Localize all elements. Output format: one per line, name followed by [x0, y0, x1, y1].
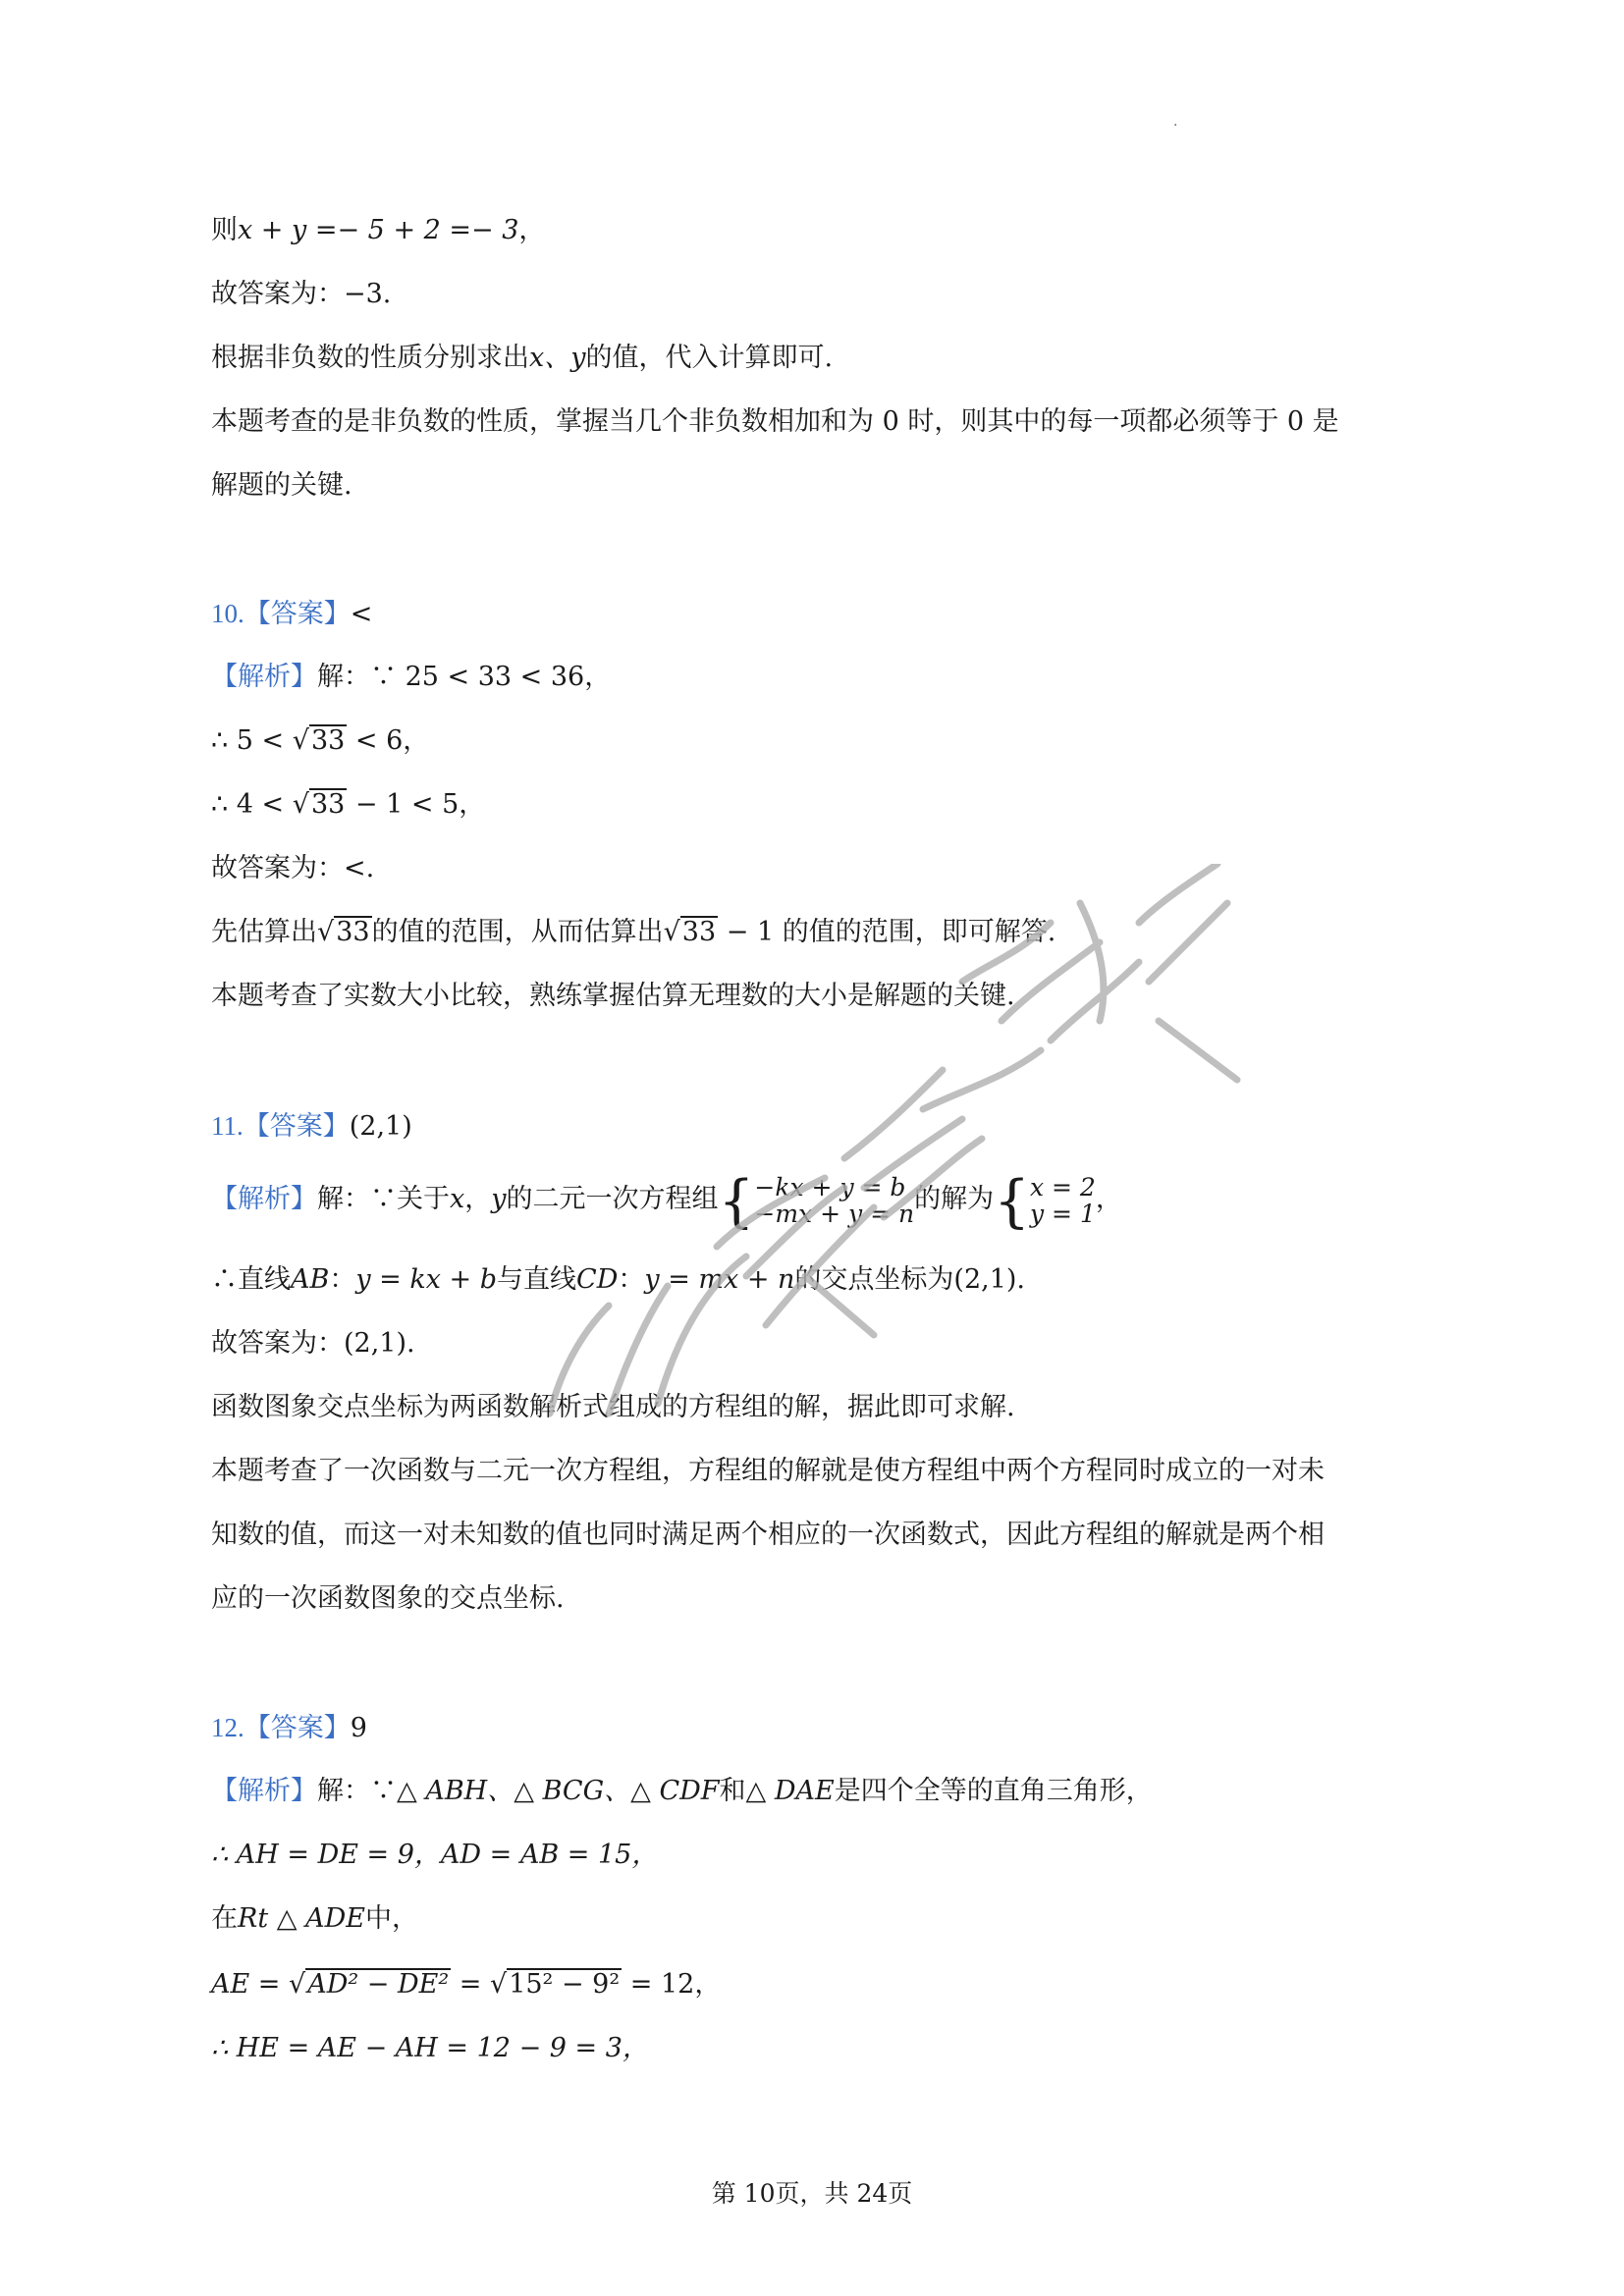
math: x + y =− 5 + 2 =− 3	[238, 215, 519, 245]
q9-line3	[211, 342, 833, 375]
text: 的解为	[914, 1184, 995, 1214]
question-number: 10.	[211, 599, 244, 628]
equation-row: y = 1	[1029, 1200, 1096, 1228]
math: AB	[291, 1264, 330, 1295]
text: 解：∵	[317, 1776, 397, 1806]
math: △ ABH、△ BCG、△ CDF	[397, 1776, 720, 1806]
answer-tag: 【答案】	[244, 1713, 351, 1743]
text: − 1 < 5，	[347, 789, 486, 820]
corner-mark: ·	[1173, 118, 1178, 133]
radicand: 15² − 9²	[509, 1969, 621, 2000]
text: ∴直线	[211, 1264, 291, 1295]
math: y	[491, 1184, 507, 1214]
answer-value: <	[350, 599, 373, 629]
q9-line2: 故答案为：−3.	[211, 279, 392, 309]
q10-line3	[211, 788, 485, 822]
q12-analysis-line1	[211, 1775, 1153, 1808]
question-number: 11.	[211, 1111, 244, 1141]
text: 是四个全等的直角三角形，	[834, 1776, 1153, 1806]
q9-line1	[211, 214, 545, 247]
math: x、y	[529, 343, 586, 373]
text: 的二元一次方程组	[506, 1184, 719, 1214]
text: ，	[518, 215, 546, 245]
text: ，	[464, 1184, 492, 1214]
q10-analysis-line1	[211, 661, 611, 694]
q11-answer	[211, 1109, 412, 1144]
q12-line2: ∴ AH = DE = 9，AD = AB = 15，	[211, 1840, 659, 1870]
radicand: AD² − DE²	[307, 1969, 450, 2000]
math: y = kx + b	[355, 1264, 498, 1295]
q11-line2	[211, 1263, 1025, 1297]
text: 则	[211, 215, 238, 245]
math: AE =	[211, 1969, 289, 2000]
q10-line2	[211, 724, 429, 758]
radicand: 33	[681, 917, 717, 947]
q11-line5: 本题考查了一次函数与二元一次方程组，方程组的解就是使方程组中两个方程同时成立的一对未	[211, 1456, 1325, 1486]
analysis-tag: 【解析】	[211, 1184, 317, 1214]
q9-line5: 解题的关键.	[211, 470, 352, 501]
radicand: 33	[310, 789, 346, 820]
sqrt-sign: √	[292, 725, 309, 756]
text: < 6，	[347, 725, 430, 756]
equation-row: x = 2	[1029, 1173, 1096, 1201]
q11-line7: 应的一次函数图象的交点坐标.	[211, 1583, 565, 1614]
watermark-calligraphy	[550, 864, 1335, 1453]
answer-tag: 【答案】	[244, 599, 351, 629]
left-brace: {	[994, 1167, 1030, 1234]
text: ：	[329, 1264, 356, 1295]
equation-system	[718, 1167, 915, 1234]
text: 与直线	[497, 1264, 577, 1295]
q12-line3	[211, 1902, 418, 1936]
math: y = mx + n	[644, 1264, 795, 1295]
text: 和	[719, 1776, 746, 1806]
answer-value: (2,1)	[349, 1111, 412, 1142]
answer-tag: 【答案】	[243, 1111, 350, 1142]
q10-line6: 本题考查了实数大小比较，熟练掌握估算无理数的大小是解题的关键.	[211, 981, 1015, 1011]
q12-line5: ∴ HE = AE − AH = 12 − 9 = 3，	[211, 2033, 649, 2063]
text: 的值的范围，从而估算出	[371, 917, 664, 947]
text: 的交点坐标为(2,1).	[794, 1264, 1026, 1295]
equation-row: −kx + y = b	[754, 1173, 906, 1201]
page-footer: 第 10页，共 24页	[711, 2179, 913, 2208]
analysis-tag: 【解析】	[211, 1776, 317, 1806]
answer-value: 9	[350, 1713, 367, 1743]
text: 中，	[364, 1903, 418, 1934]
sqrt-sign: √	[289, 1969, 306, 2000]
q10-answer	[211, 597, 372, 631]
q11-analysis-line1	[211, 1167, 1122, 1234]
math: Rt △ ADE	[238, 1903, 365, 1934]
q11-line3: 故答案为：(2,1).	[211, 1328, 415, 1359]
text: 解：∵ 25 < 33 < 36，	[317, 662, 612, 692]
math: x	[450, 1184, 465, 1214]
math: CD	[576, 1264, 619, 1295]
q11-line4: 函数图象交点坐标为两函数解析式组成的方程组的解，据此即可求解.	[211, 1392, 1015, 1422]
left-brace: {	[718, 1167, 755, 1234]
sqrt-sign: √	[317, 917, 335, 947]
q11-line6: 知数的值，而这一对未知数的值也同时满足两个相应的一次函数式，因此方程组的解就是两个相	[211, 1520, 1325, 1550]
sqrt-sign: √	[489, 1969, 508, 2000]
q10-line4: 故答案为：<.	[211, 853, 375, 883]
text: ∴ 4 <	[211, 789, 293, 820]
sqrt-sign: √	[663, 917, 680, 947]
q10-line5	[211, 916, 1056, 949]
text: 根据非负数的性质分别求出	[211, 343, 529, 373]
math: △ DAE	[745, 1776, 835, 1806]
text: 先估算出	[211, 917, 317, 947]
text: 解：∵关于	[317, 1184, 450, 1214]
solution-system	[994, 1167, 1096, 1234]
text: =	[451, 1969, 490, 2000]
text: ，	[1095, 1184, 1122, 1214]
text: ∴ 5 <	[211, 725, 293, 756]
q9-line4: 本题考查的是非负数的性质，掌握当几个非负数相加和为 0 时，则其中的每一项都必须等于 0 是	[211, 406, 1339, 437]
q12-answer	[211, 1711, 367, 1745]
sqrt-sign: √	[292, 789, 309, 820]
text: = 12，	[622, 1969, 722, 2000]
radicand: 33	[336, 917, 370, 947]
text: 在	[211, 1903, 238, 1934]
text: 的值，代入计算即可.	[585, 343, 834, 373]
text: ：	[618, 1264, 645, 1295]
equation-row: −mx + y = n	[754, 1200, 915, 1228]
question-number: 12.	[211, 1713, 244, 1742]
radicand: 33	[310, 725, 346, 756]
text: − 1 的值的范围，即可解答.	[718, 917, 1056, 947]
analysis-tag: 【解析】	[211, 662, 317, 692]
q12-line4	[211, 1968, 721, 2002]
